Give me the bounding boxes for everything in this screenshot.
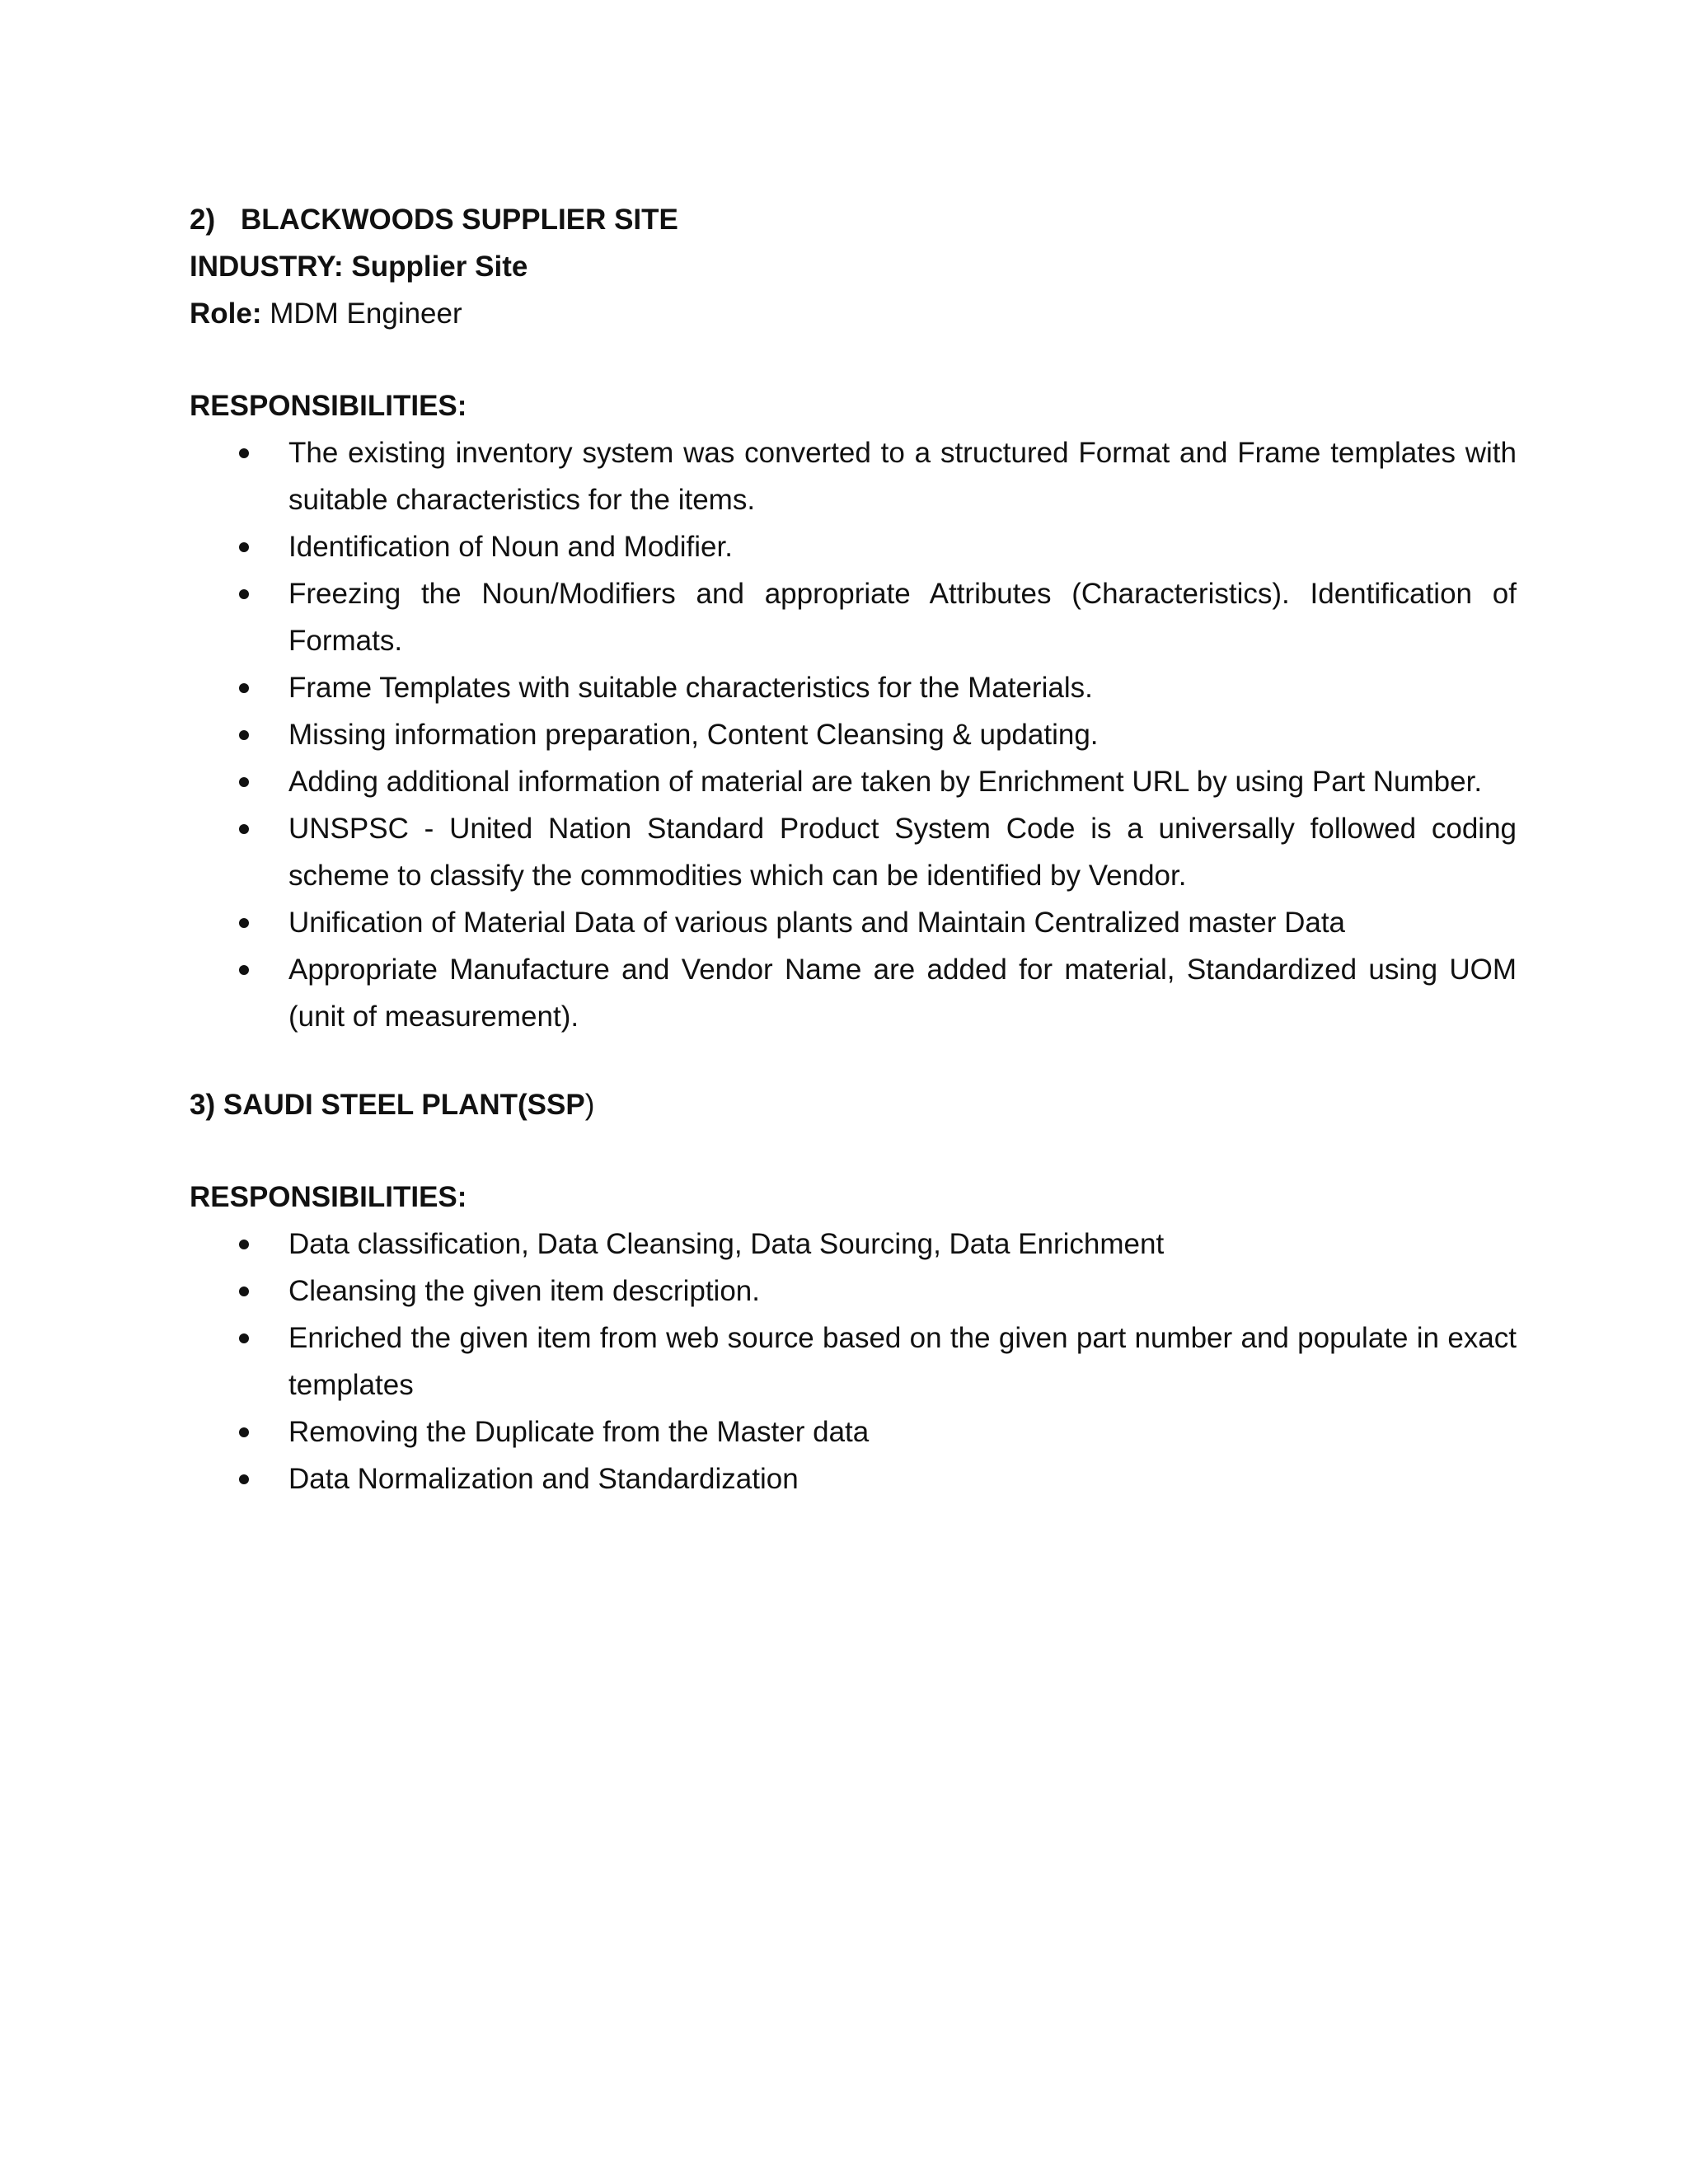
industry-line: INDUSTRY: Supplier Site — [190, 251, 528, 283]
bullet-icon — [239, 730, 249, 740]
bullet-icon — [239, 824, 249, 834]
bullet-icon — [239, 542, 249, 552]
list-item: Freezing the Noun/Modifiers and appropriate Attributes (Characteristics). Identification of Formats. — [190, 570, 1517, 664]
list-item: The existing inventory system was converted to a structured Format and Frame templates with suitable characteristics for the items. — [190, 429, 1517, 523]
list-item: Cleansing the given item description. — [190, 1268, 1517, 1315]
list-item: Appropriate Manufacture and Vendor Name are added for material, Standardized using UOM (unit of measurement). — [190, 946, 1517, 1040]
role-label: Role: — [190, 298, 262, 330]
section-3-heading — [190, 1081, 1517, 1128]
bullet-icon — [239, 1427, 249, 1437]
section-3-responsibilities-heading: RESPONSIBILITIES: — [190, 1181, 467, 1213]
section-3-title-suffix: ) — [584, 1089, 595, 1121]
bullet-icon — [239, 777, 249, 787]
section-3-title: 3) SAUDI STEEL PLANT(SSP — [190, 1089, 585, 1121]
bullet-icon — [239, 683, 249, 693]
document-page — [190, 196, 1517, 1502]
list-item: Removing the Duplicate from the Master data — [190, 1408, 1517, 1455]
spacer — [190, 1128, 1517, 1174]
bullet-icon — [239, 1286, 249, 1296]
list-item: Missing information preparation, Content Cleansing & updating. — [190, 711, 1517, 758]
section-2-heading — [190, 196, 1517, 243]
section-2-number: 2) — [190, 204, 216, 236]
list-item: Data classification, Data Cleansing, Data Sourcing, Data Enrichment — [190, 1221, 1517, 1268]
list-item: Enriched the given item from web source based on the given part number and populate in exact templates — [190, 1315, 1517, 1408]
bullet-icon — [239, 448, 249, 458]
list-item: Frame Templates with suitable characteristics for the Materials. — [190, 664, 1517, 711]
bullet-icon — [239, 1240, 249, 1249]
list-item: Unification of Material Data of various plants and Maintain Centralized master Data — [190, 899, 1517, 946]
list-item: UNSPSC - United Nation Standard Product System Code is a universally followed coding scheme to classify the commodities which can be identified by Vendor. — [190, 805, 1517, 899]
role-value: MDM Engineer — [270, 298, 462, 330]
bullet-icon — [239, 918, 249, 928]
list-item: Identification of Noun and Modifier. — [190, 523, 1517, 570]
bullet-icon — [239, 1333, 249, 1343]
bullet-icon — [239, 589, 249, 599]
bullet-icon — [239, 1474, 249, 1484]
section-2-title: BLACKWOODS SUPPLIER SITE — [241, 204, 678, 236]
section-3-responsibilities-list — [190, 1221, 1517, 1502]
bullet-icon — [239, 965, 249, 975]
list-item: Data Normalization and Standardization — [190, 1455, 1517, 1502]
section-2-responsibilities-heading: RESPONSIBILITIES: — [190, 390, 467, 422]
role-line — [190, 290, 1517, 337]
list-item: Adding additional information of material are taken by Enrichment URL by using Part Number. — [190, 758, 1517, 805]
spacer — [190, 337, 1517, 382]
section-2-responsibilities-list — [190, 429, 1517, 1040]
spacer — [190, 1040, 1517, 1081]
